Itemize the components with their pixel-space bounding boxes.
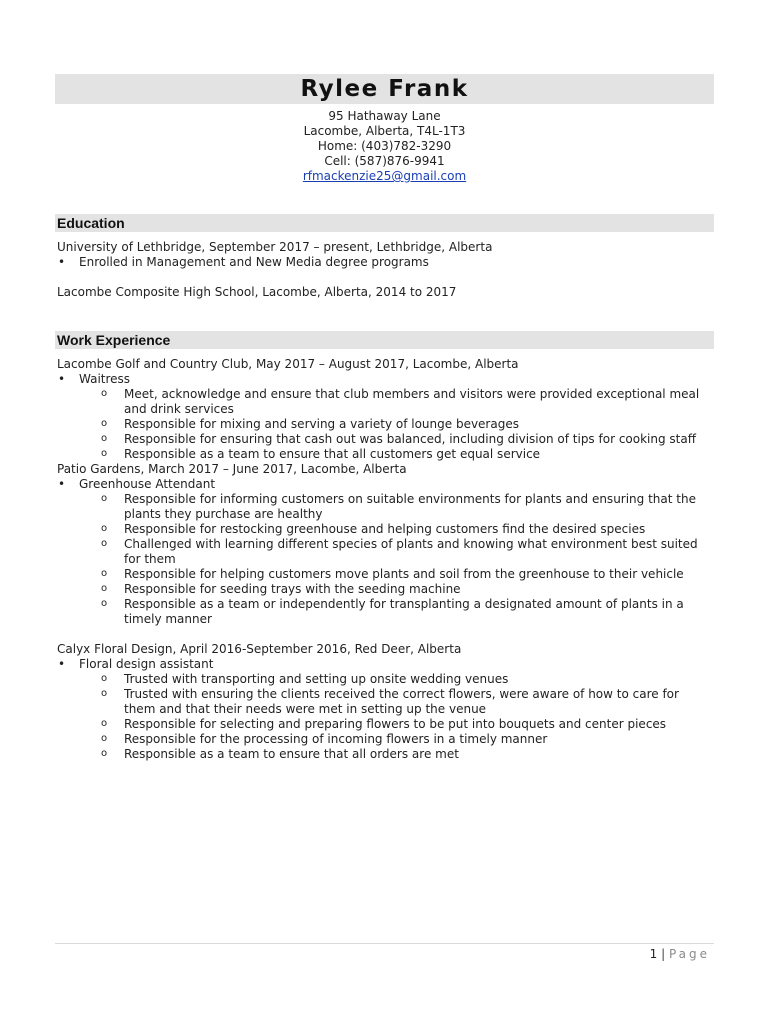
duty-text: Responsible for informing customers on suitable environments for plants and ensuring that the plants they purchase are healthy (124, 492, 696, 521)
duty-text: Trusted with ensuring the clients received the correct flowers, were aware of how to care for them and that their needs were met in setting up the venue (124, 687, 679, 716)
circle-bullet-icon: o (101, 583, 108, 594)
circle-bullet-icon: o (101, 568, 108, 579)
footer-divider (55, 943, 714, 944)
bullet-icon: • (58, 372, 66, 386)
list-item (57, 597, 704, 627)
name-banner (55, 74, 714, 104)
role-text: Floral design assistant (79, 657, 214, 671)
duty-text: Responsible as a team to ensure that all orders are met (124, 747, 459, 761)
circle-bullet-icon: o (101, 388, 108, 399)
education-entry-heading: Lacombe Composite High School, Lacombe, Alberta, 2014 to 2017 (57, 285, 457, 299)
bullet-text: Enrolled in Management and New Media degree programs (79, 255, 429, 269)
circle-bullet-icon: o (101, 718, 108, 729)
circle-bullet-icon: o (101, 523, 108, 534)
footer-separator: | (661, 947, 666, 961)
list-item (57, 747, 717, 762)
work-experience-section (57, 357, 717, 762)
page-number: 1 (649, 947, 658, 961)
duty-text: Responsible for restocking greenhouse and helping customers find the desired species (124, 522, 646, 536)
education-section (57, 240, 717, 300)
list-item (57, 582, 717, 597)
list-item (57, 687, 699, 717)
candidate-name: Rylee Frank (300, 76, 469, 102)
list-item (57, 537, 704, 567)
duty-text: Responsible for ensuring that cash out was balanced, including division of tips for cooking staff (124, 432, 696, 446)
circle-bullet-icon: o (101, 493, 108, 504)
circle-bullet-icon: o (101, 673, 108, 684)
duty-text: Responsible as a team to ensure that all customers get equal service (124, 447, 541, 461)
list-item (57, 417, 717, 432)
cell-phone: Cell: (587)876-9941 (324, 154, 445, 168)
circle-bullet-icon: o (101, 733, 108, 744)
duty-text: Responsible for seeding trays with the seeding machine (124, 582, 461, 596)
section-title: Work Experience (57, 332, 171, 348)
list-item (57, 672, 717, 687)
education-entry-heading: University of Lethbridge, September 2017 – present, Lethbridge, Alberta (57, 240, 493, 254)
duty-text: Challenged with learning different species of plants and knowing what environment best suited for them (124, 537, 698, 566)
duty-text: Responsible for helping customers move plants and soil from the greenhouse to their vehicle (124, 567, 684, 581)
circle-bullet-icon: o (101, 433, 108, 444)
work-experience-header (55, 331, 714, 349)
job-role (57, 657, 717, 672)
job-heading: Patio Gardens, March 2017 – June 2017, Lacombe, Alberta (57, 462, 407, 476)
duty-text: Responsible for mixing and serving a variety of lounge beverages (124, 417, 519, 431)
bullet-icon: • (58, 255, 66, 269)
list-item (57, 522, 717, 537)
list-item (57, 492, 704, 522)
circle-bullet-icon: o (101, 688, 108, 699)
list-item (57, 255, 717, 270)
role-text: Waitress (79, 372, 131, 386)
duty-text: Meet, acknowledge and ensure that club members and visitors were provided exceptional meal and drink services (124, 387, 700, 416)
duty-text: Responsible as a team or independently for transplanting a designated amount of plants in a timely manner (124, 597, 684, 626)
address-line-2: Lacombe, Alberta, T4L-1T3 (303, 124, 466, 138)
role-text: Greenhouse Attendant (79, 477, 216, 491)
circle-bullet-icon: o (101, 748, 108, 759)
circle-bullet-icon: o (101, 448, 108, 459)
section-title: Education (57, 215, 125, 231)
list-item (57, 387, 704, 417)
page-label: Page (668, 947, 710, 961)
bullet-icon: • (58, 477, 66, 491)
home-phone: Home: (403)782-3290 (317, 139, 452, 153)
list-item (57, 447, 717, 462)
email-link[interactable]: rfmackenzie25@gmail.com (302, 169, 467, 183)
bullet-icon: • (58, 657, 66, 671)
list-item (57, 717, 717, 732)
list-item (57, 732, 717, 747)
list-item (57, 567, 717, 582)
circle-bullet-icon: o (101, 598, 108, 609)
circle-bullet-icon: o (101, 538, 108, 549)
page-footer (650, 946, 710, 962)
job-heading: Lacombe Golf and Country Club, May 2017 – August 2017, Lacombe, Alberta (57, 357, 519, 371)
job-heading: Calyx Floral Design, April 2016-September 2016, Red Deer, Alberta (57, 642, 462, 656)
circle-bullet-icon: o (101, 418, 108, 429)
address-line-1: 95 Hathaway Lane (328, 109, 441, 123)
job-role (57, 477, 717, 492)
education-header (55, 214, 714, 232)
duty-text: Trusted with transporting and setting up onsite wedding venues (124, 672, 509, 686)
job-role (57, 372, 717, 387)
duty-text: Responsible for selecting and preparing flowers to be put into bouquets and center pieces (124, 717, 667, 731)
duty-text: Responsible for the processing of incoming flowers in a timely manner (124, 732, 548, 746)
contact-info (55, 109, 714, 184)
list-item (57, 432, 717, 447)
